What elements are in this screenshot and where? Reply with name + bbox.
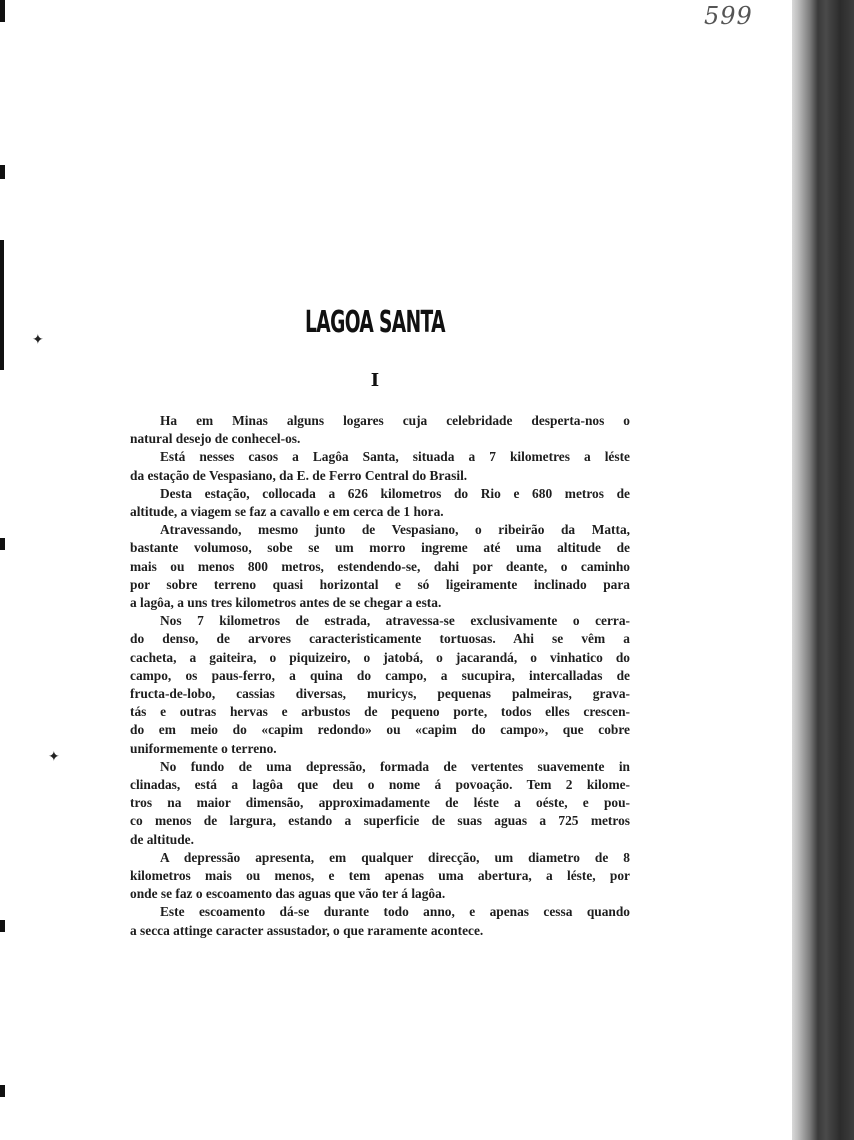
scan-edge-mark <box>0 538 5 550</box>
text-line: tás e outras hervas e arbustos de pequeno porte, todos elles crescen- <box>130 704 630 720</box>
text-line: clinadas, está a lagôa que deu o nome á povoação. Tem 2 kilome- <box>130 777 630 793</box>
text-line: Nos 7 kilometros de estrada, atravessa-se exclusivamente o cerra- <box>160 613 630 629</box>
text-line: kilometros mais ou menos, e tem apenas uma abertura, a léste, por <box>130 868 630 884</box>
text-line: mais ou menos 800 metros, estendendo-se, dahi por deante, o caminho <box>130 558 630 574</box>
text-line: A depressão apresenta, em qualquer direcção, um diametro de 8 <box>160 849 630 865</box>
text-line: a lagôa, a uns tres kilometros antes de se chegar a esta. <box>130 595 442 611</box>
text-line: Está nesses casos a Lagôa Santa, situada a 7 kilometres a léste <box>160 449 630 465</box>
scan-edge-mark <box>0 1085 5 1097</box>
page-number: 599 <box>704 2 753 30</box>
scan-edge-mark <box>0 0 5 22</box>
text-line: por sobre terreno quasi horizontal e só ligeiramente inclinado para <box>130 576 630 592</box>
text-line: tros na maior dimensão, approximadamente de léste a oéste, e pou- <box>130 795 630 811</box>
scan-edge-mark <box>0 920 5 932</box>
text-line: uniformemente o terreno. <box>130 740 277 756</box>
text-line: da estação de Vespasiano, da E. de Ferro Central do Brasil. <box>130 467 468 483</box>
page-title: LAGOA SANTA <box>305 305 445 340</box>
text-line: co menos de largura, estando a superficie de suas aguas a 725 metros <box>130 813 630 829</box>
text-line: Atravessando, mesmo junto de Vespasiano, o ribeirão da Matta, <box>160 522 630 538</box>
binding-gutter <box>792 0 854 1140</box>
scan-edge-mark <box>0 240 4 370</box>
text-line: fructa-de-lobo, cassias diversas, muricys, pequenas palmeiras, grava- <box>130 686 630 702</box>
scan-edge-mark <box>0 165 5 179</box>
text-line: bastante volumoso, sobe se um morro ingreme até uma altitude de <box>130 540 630 556</box>
text-line: No fundo de uma depressão, formada de vertentes suavemente in <box>160 758 630 774</box>
text-line: de altitude. <box>130 831 194 847</box>
text-line: cacheta, a gaiteira, o piquizeiro, o jatobá, o jacarandá, o vinhatico do <box>130 649 630 665</box>
text-line: natural desejo de conhecel-os. <box>130 431 301 447</box>
text-line: a secca attinge caracter assustador, o que raramente acontece. <box>130 922 484 938</box>
text-line: do denso, de arvores caracteristicamente tortuosas. Ahi se vêm a <box>130 631 630 647</box>
text-line: do em meio do «capim redondo» ou «capim do campo», que cobre <box>130 722 630 738</box>
body-text <box>130 412 630 940</box>
text-line: Este escoamento dá-se durante todo anno, e apenas cessa quando <box>160 904 630 920</box>
margin-mark-icon: ✦ <box>32 332 44 348</box>
text-line: campo, os paus-ferro, a quina do campo, a sucupira, intercalladas de <box>130 667 630 683</box>
text-line: altitude, a viagem se faz a cavallo e em cerca de 1 hora. <box>130 504 444 520</box>
margin-mark-icon: ✦ <box>48 749 60 765</box>
section-heading: I <box>370 370 380 391</box>
text-line: Ha em Minas alguns logares cuja celebridade desperta-nos o <box>160 413 630 428</box>
text-line: Desta estação, collocada a 626 kilometros do Rio e 680 metros de <box>160 485 630 501</box>
text-line: onde se faz o escoamento das aguas que vão ter á lagôa. <box>130 886 446 902</box>
